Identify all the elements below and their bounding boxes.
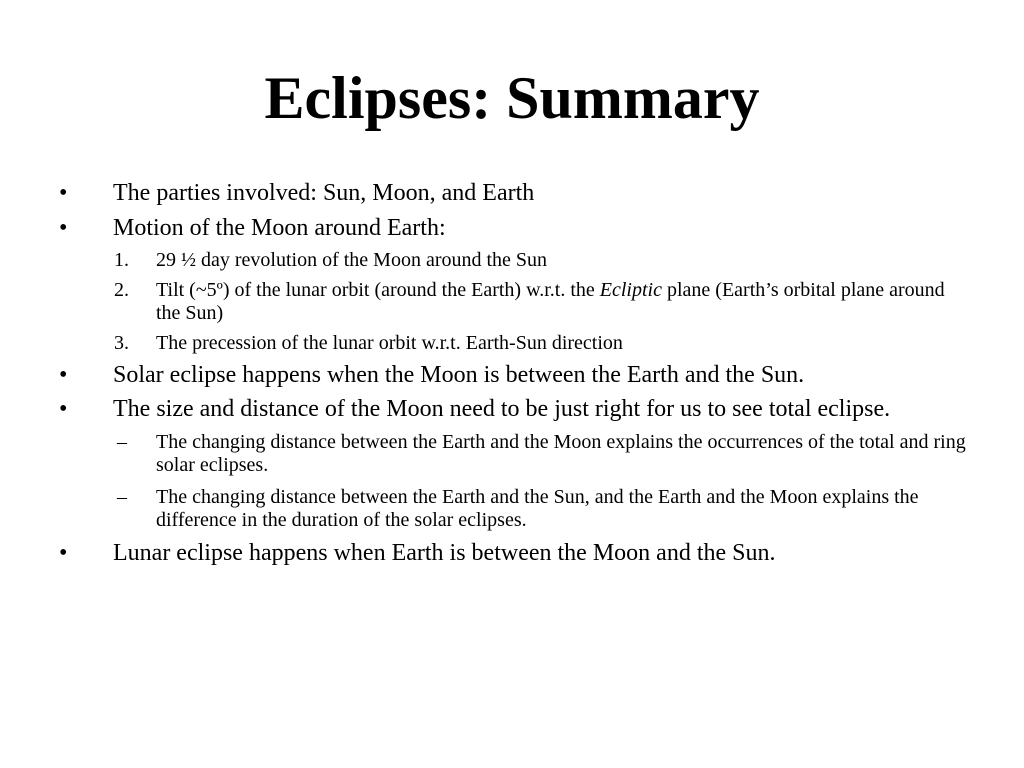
bullet-text: Lunar eclipse happens when Earth is between the Moon and the Sun. bbox=[113, 540, 776, 566]
numbered-item bbox=[0, 249, 1024, 272]
number-marker: 1. bbox=[114, 249, 129, 271]
dash-marker: – bbox=[117, 486, 127, 508]
bullet-item bbox=[0, 362, 1024, 389]
slide-title: Eclipses: Summary bbox=[264, 65, 760, 131]
dash-text: The changing distance between the Earth and the Moon explains the occurrences of the total and ring solar eclipses. bbox=[156, 431, 966, 476]
bullet-list bbox=[0, 180, 1024, 567]
bullet-text: Motion of the Moon around Earth: bbox=[113, 215, 446, 241]
bullet-item bbox=[0, 396, 1024, 423]
bullet-item bbox=[0, 540, 1024, 567]
bullet-marker: • bbox=[59, 396, 68, 422]
bullet-text: Solar eclipse happens when the Moon is between the Earth and the Sun. bbox=[113, 362, 805, 388]
numbered-text-end: plane (Earth’s orbital plane around the Sun) bbox=[156, 279, 945, 324]
numbered-text-start: Tilt (~5º) of the lunar orbit (around the Earth) w.r.t. the bbox=[156, 279, 600, 301]
ecliptic-italic: Ecliptic bbox=[599, 279, 662, 301]
numbered-text: The precession of the lunar orbit w.r.t. Earth-Sun direction bbox=[156, 332, 623, 354]
bullet-marker: • bbox=[59, 215, 68, 241]
numbered-item bbox=[0, 279, 1024, 325]
bullet-marker: • bbox=[59, 180, 68, 206]
numbered-item bbox=[0, 332, 1024, 355]
bullet-marker: • bbox=[59, 540, 68, 566]
numbered-text: 29 ½ day revolution of the Moon around the Sun bbox=[156, 249, 548, 271]
bullet-item bbox=[0, 180, 1024, 207]
bullet-item bbox=[0, 215, 1024, 242]
bullet-text: The parties involved: Sun, Moon, and Earth bbox=[113, 180, 535, 206]
dash-item bbox=[0, 431, 1024, 477]
dash-item bbox=[0, 486, 1024, 532]
number-marker: 3. bbox=[114, 332, 129, 354]
bullet-text: The size and distance of the Moon need to be just right for us to see total eclipse. bbox=[113, 396, 891, 422]
number-marker: 2. bbox=[114, 279, 129, 301]
dash-text: The changing distance between the Earth and the Sun, and the Earth and the Moon explains the difference in the duration of the solar eclipses. bbox=[156, 486, 919, 531]
dash-marker: – bbox=[117, 431, 127, 453]
bullet-marker: • bbox=[59, 362, 68, 388]
